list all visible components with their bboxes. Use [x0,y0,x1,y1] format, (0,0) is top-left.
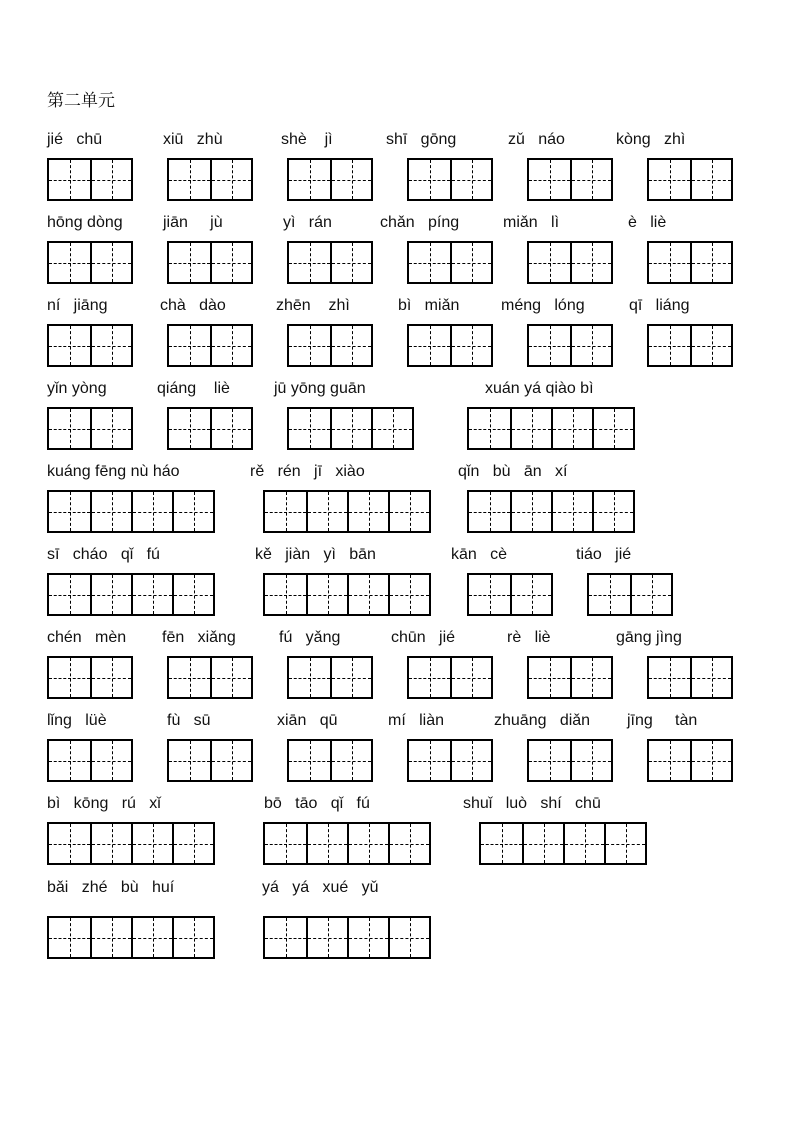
writing-grid [47,739,133,782]
tianzige-cell[interactable] [169,658,210,697]
writing-grid [407,324,493,367]
tianzige-cell[interactable] [570,243,611,282]
tianzige-cell[interactable] [289,160,330,199]
tianzige-cell[interactable] [551,492,592,531]
tianzige-cell[interactable] [90,918,131,957]
tianzige-cell[interactable] [529,658,570,697]
writing-grid [287,324,373,367]
writing-grid [47,407,133,450]
writing-grid [47,573,215,616]
tianzige-cell[interactable] [90,575,131,614]
tianzige-cell[interactable] [570,741,611,780]
pinyin-label: jīng tàn [627,712,698,729]
tianzige-cell[interactable] [469,575,510,614]
pinyin-label: rě rén jī xiào [250,463,365,480]
tianzige-cell[interactable] [570,658,611,697]
tianzige-cell[interactable] [388,918,429,957]
tianzige-cell[interactable] [469,492,510,531]
tianzige-cell[interactable] [172,918,213,957]
pinyin-label: jū yōng guān [274,380,366,397]
pinyin-label: zhēn zhì [276,297,350,314]
writing-grid [479,822,647,865]
tianzige-cell[interactable] [649,160,690,199]
tianzige-cell[interactable] [409,741,450,780]
pinyin-label: tiáo jié [576,546,632,563]
tianzige-cell[interactable] [649,741,690,780]
writing-grid [287,158,373,201]
tianzige-cell[interactable] [690,658,731,697]
writing-grid [263,490,431,533]
writing-grid [527,158,613,201]
tianzige-cell[interactable] [49,741,90,780]
tianzige-cell[interactable] [510,409,551,448]
tianzige-cell[interactable] [409,243,450,282]
pinyin-label: shuǐ luò shí chū [463,795,601,812]
tianzige-cell[interactable] [90,741,131,780]
pinyin-label: kān cè [451,546,508,563]
tianzige-cell[interactable] [90,824,131,863]
tianzige-cell[interactable] [210,409,251,448]
tianzige-cell[interactable] [529,741,570,780]
writing-grid [263,916,431,959]
writing-grid [527,241,613,284]
tianzige-cell[interactable] [131,918,172,957]
pinyin-label: lǐng lüè [47,712,107,729]
tianzige-cell[interactable] [49,918,90,957]
tianzige-cell[interactable] [592,492,633,531]
tianzige-cell[interactable] [388,492,429,531]
tianzige-cell[interactable] [330,658,371,697]
writing-grid [167,241,253,284]
tianzige-cell[interactable] [49,658,90,697]
writing-grid [47,324,133,367]
tianzige-cell[interactable] [90,409,131,448]
pinyin-label: è liè [628,214,667,231]
writing-grid [467,490,635,533]
tianzige-cell[interactable] [131,824,172,863]
tianzige-cell[interactable] [90,243,131,282]
pinyin-label: hōng dòng [47,214,123,231]
tianzige-cell[interactable] [409,160,450,199]
pinyin-label: chǎn píng [380,214,460,231]
writing-grid [287,241,373,284]
writing-grid [47,241,133,284]
tianzige-cell[interactable] [649,243,690,282]
tianzige-cell[interactable] [690,243,731,282]
writing-grid [263,573,431,616]
pinyin-label: mí liàn [388,712,445,729]
tianzige-cell[interactable] [289,326,330,365]
tianzige-cell[interactable] [210,243,251,282]
pinyin-label: jiān jù [163,214,223,231]
tianzige-cell[interactable] [265,918,306,957]
tianzige-cell[interactable] [169,326,210,365]
tianzige-cell[interactable] [510,575,551,614]
pinyin-label: zǔ náo [508,131,565,148]
writing-grid [647,324,733,367]
pinyin-label: méng lóng [501,297,585,314]
writing-grid [587,573,673,616]
tianzige-cell[interactable] [469,409,510,448]
writing-grid [287,407,414,450]
writing-grid [527,656,613,699]
tianzige-cell[interactable] [592,409,633,448]
pinyin-label: zhuāng diǎn [494,712,591,729]
tianzige-cell[interactable] [330,160,371,199]
tianzige-cell[interactable] [265,824,306,863]
tianzige-cell[interactable] [604,824,645,863]
pinyin-label: xiān qū [277,712,338,729]
tianzige-cell[interactable] [265,575,306,614]
pinyin-label: qī liáng [629,297,690,314]
tianzige-cell[interactable] [563,824,604,863]
pinyin-label: rè liè [507,629,551,646]
writing-grid [407,739,493,782]
tianzige-cell[interactable] [570,326,611,365]
pinyin-label: kuáng fēng nù háo [47,463,180,480]
pinyin-label: yá yá xué yǔ [262,879,379,896]
writing-grid [647,739,733,782]
tianzige-cell[interactable] [347,492,388,531]
writing-grid [467,407,635,450]
tianzige-cell[interactable] [409,326,450,365]
pinyin-label: kě jiàn yì bān [255,546,376,563]
tianzige-cell[interactable] [649,658,690,697]
tianzige-cell[interactable] [210,160,251,199]
writing-grid [263,822,431,865]
tianzige-cell[interactable] [409,658,450,697]
writing-grid [527,324,613,367]
tianzige-cell[interactable] [690,741,731,780]
tianzige-cell[interactable] [172,492,213,531]
tianzige-cell[interactable] [90,492,131,531]
writing-grid [47,656,133,699]
writing-grid [167,324,253,367]
tianzige-cell[interactable] [551,409,592,448]
pinyin-label: bì kōng rú xǐ [47,795,161,812]
tianzige-cell[interactable] [690,326,731,365]
pinyin-label: xuán yá qiào bì [485,380,594,397]
tianzige-cell[interactable] [450,658,491,697]
tianzige-cell[interactable] [450,326,491,365]
writing-grid [527,739,613,782]
tianzige-cell[interactable] [90,160,131,199]
tianzige-cell[interactable] [589,575,630,614]
writing-grid [47,822,215,865]
pinyin-label: ní jiāng [47,297,108,314]
tianzige-cell[interactable] [306,918,347,957]
tianzige-cell[interactable] [210,658,251,697]
pinyin-label: gāng jìng [616,629,682,646]
pinyin-label: bì miǎn [398,297,460,314]
tianzige-cell[interactable] [49,492,90,531]
tianzige-cell[interactable] [49,824,90,863]
tianzige-cell[interactable] [690,160,731,199]
pinyin-label: shè jì [281,131,333,148]
tianzige-cell[interactable] [49,243,90,282]
writing-grid [167,407,253,450]
tianzige-cell[interactable] [131,575,172,614]
tianzige-cell[interactable] [649,326,690,365]
tianzige-cell[interactable] [49,326,90,365]
tianzige-cell[interactable] [289,741,330,780]
tianzige-cell[interactable] [90,326,131,365]
writing-grid [647,656,733,699]
tianzige-cell[interactable] [306,824,347,863]
tianzige-cell[interactable] [330,243,371,282]
writing-grid [407,158,493,201]
writing-grid [47,916,215,959]
pinyin-label: yǐn yòng [47,380,107,397]
tianzige-cell[interactable] [371,409,412,448]
tianzige-cell[interactable] [172,824,213,863]
pinyin-label: qiáng liè [157,380,230,397]
tianzige-cell[interactable] [169,409,210,448]
pinyin-label: yì rán [283,214,332,231]
tianzige-cell[interactable] [289,409,330,448]
tianzige-cell[interactable] [510,492,551,531]
tianzige-cell[interactable] [388,824,429,863]
tianzige-cell[interactable] [481,824,522,863]
tianzige-cell[interactable] [330,741,371,780]
tianzige-cell[interactable] [306,492,347,531]
tianzige-cell[interactable] [529,326,570,365]
pinyin-label: jié chū [47,131,103,148]
tianzige-cell[interactable] [289,243,330,282]
tianzige-cell[interactable] [49,575,90,614]
tianzige-cell[interactable] [289,658,330,697]
tianzige-cell[interactable] [169,160,210,199]
tianzige-cell[interactable] [529,160,570,199]
tianzige-cell[interactable] [265,492,306,531]
writing-grid [47,490,215,533]
tianzige-cell[interactable] [131,492,172,531]
tianzige-cell[interactable] [347,824,388,863]
tianzige-cell[interactable] [172,575,213,614]
tianzige-cell[interactable] [347,918,388,957]
tianzige-cell[interactable] [210,326,251,365]
pinyin-label: fēn xiǎng [162,629,236,646]
tianzige-cell[interactable] [529,243,570,282]
pinyin-label: qǐn bù ān xí [458,463,568,480]
tianzige-cell[interactable] [570,160,611,199]
tianzige-cell[interactable] [522,824,563,863]
tianzige-cell[interactable] [90,658,131,697]
pinyin-label: fú yǎng [279,629,341,646]
pinyin-label: sī cháo qǐ fú [47,546,160,563]
tianzige-cell[interactable] [330,409,371,448]
pinyin-label: bǎi zhé bù huí [47,879,175,896]
writing-grid [167,739,253,782]
writing-grid [647,158,733,201]
unit-title: 第二单元 [47,91,115,111]
tianzige-cell[interactable] [347,575,388,614]
writing-grid [167,158,253,201]
pinyin-label: fù sū [167,712,211,729]
pinyin-label: chà dào [160,297,226,314]
tianzige-cell[interactable] [306,575,347,614]
pinyin-label: xiū zhù [163,131,223,148]
pinyin-label: bō tāo qǐ fú [264,795,370,812]
tianzige-cell[interactable] [49,160,90,199]
tianzige-cell[interactable] [450,243,491,282]
tianzige-cell[interactable] [49,409,90,448]
pinyin-label: chūn jié [391,629,456,646]
tianzige-cell[interactable] [330,326,371,365]
tianzige-cell[interactable] [450,741,491,780]
writing-grid [407,241,493,284]
pinyin-label: kòng zhì [616,131,686,148]
writing-grid [287,656,373,699]
writing-grid [647,241,733,284]
writing-grid [47,158,133,201]
tianzige-cell[interactable] [388,575,429,614]
tianzige-cell[interactable] [169,741,210,780]
pinyin-label: chén mèn [47,629,127,646]
pinyin-label: shī gōng [386,131,457,148]
tianzige-cell[interactable] [630,575,671,614]
tianzige-cell[interactable] [169,243,210,282]
tianzige-cell[interactable] [210,741,251,780]
tianzige-cell[interactable] [450,160,491,199]
writing-grid [407,656,493,699]
pinyin-label: miǎn lì [503,214,560,231]
writing-grid [467,573,553,616]
writing-grid [287,739,373,782]
writing-grid [167,656,253,699]
